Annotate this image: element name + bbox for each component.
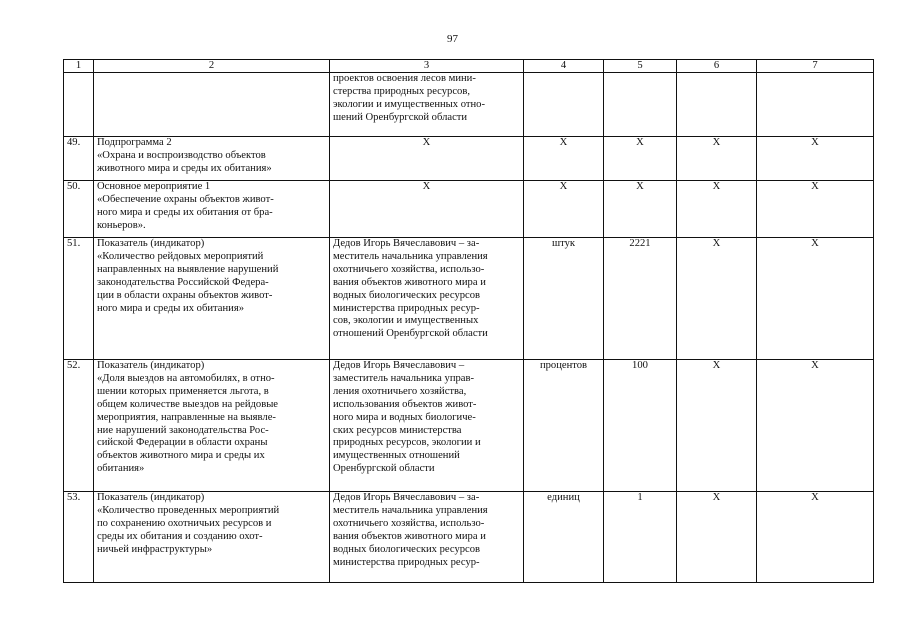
responsible-person: проектов освоения лесов мини- стерства природных ресурсов, экологии и имущественных отно- шений Оренбургской области xyxy=(330,73,524,137)
responsible-person: Дедов Игорь Вячеславович – за- меститель начальника управления охотничьего хозяйства, использо- вания объектов животного мира и водных биологических ресурсов министерства природных ресур- xyxy=(330,492,524,583)
unit-cell xyxy=(524,73,604,137)
value-cell-6 xyxy=(677,73,757,137)
indicator-name: Основное мероприятие 1 «Обеспечение охраны объектов живот- ного мира и среды их обитания от бра- коньеров». xyxy=(94,181,330,238)
indicator-name: Подпрограмма 2 «Охрана и воспроизводство объектов животного мира и среды их обитания» xyxy=(94,137,330,181)
page-number: 97 xyxy=(447,33,458,45)
unit-cell: штук xyxy=(524,238,604,360)
value-cell-7 xyxy=(757,73,874,137)
value-cell-5: X xyxy=(604,137,677,181)
table-row xyxy=(64,137,874,181)
indicator-table xyxy=(63,59,874,583)
value-cell-5: 2221 xyxy=(604,238,677,360)
column-header: 4 xyxy=(524,60,604,73)
unit-cell: процентов xyxy=(524,360,604,492)
responsible-person: Дедов Игорь Вячеславович – заместитель начальника управ- ления охотничьего хозяйства, использования объектов живот- ного мира и водных биологиче- ских ресурсов министерства природных ресурсов, экологии и имущественных отношений Оренбургской области xyxy=(330,360,524,492)
value-cell-5: X xyxy=(604,181,677,238)
row-number: 53. xyxy=(64,492,94,583)
value-cell-6: X xyxy=(677,181,757,238)
column-header: 3 xyxy=(330,60,524,73)
column-header: 6 xyxy=(677,60,757,73)
responsible-person: X xyxy=(330,181,524,238)
column-header: 7 xyxy=(757,60,874,73)
value-cell-5: 1 xyxy=(604,492,677,583)
column-header: 5 xyxy=(604,60,677,73)
value-cell-7: X xyxy=(757,492,874,583)
row-number xyxy=(64,73,94,137)
row-number: 51. xyxy=(64,238,94,360)
unit-cell: единиц xyxy=(524,492,604,583)
value-cell-5 xyxy=(604,73,677,137)
value-cell-6: X xyxy=(677,360,757,492)
column-header: 1 xyxy=(64,60,94,73)
value-cell-6: X xyxy=(677,238,757,360)
table-row xyxy=(64,181,874,238)
unit-cell: X xyxy=(524,137,604,181)
value-cell-7: X xyxy=(757,137,874,181)
indicator-name: Показатель (индикатор) «Количество проведенных мероприятий по сохранению охотничьих ресурсов и среды их обитания и созданию охот- ничьей инфраструктуры» xyxy=(94,492,330,583)
row-number: 52. xyxy=(64,360,94,492)
column-header: 2 xyxy=(94,60,330,73)
responsible-person: X xyxy=(330,137,524,181)
responsible-person: Дедов Игорь Вячеславович – за- меститель начальника управления охотничьего хозяйства, использо- вания объектов животного мира и водных биологических ресурсов министерства природных ресур- сов, экологии и имущественных отношений Оренбургской области xyxy=(330,238,524,360)
value-cell-5: 100 xyxy=(604,360,677,492)
indicator-name: Показатель (индикатор) «Доля выездов на автомобилях, в отно- шении которых применяется льгота, в общем количестве выездов на рейдовые мероприятия, направленные на выявле- ние нарушений законодательства Рос- сийской Федерации в области охраны объектов животного мира и среды их обитания» xyxy=(94,360,330,492)
table-row xyxy=(64,492,874,583)
table-row xyxy=(64,73,874,137)
value-cell-6: X xyxy=(677,492,757,583)
value-cell-7: X xyxy=(757,181,874,238)
indicator-name xyxy=(94,73,330,137)
value-cell-7: X xyxy=(757,360,874,492)
row-number: 49. xyxy=(64,137,94,181)
value-cell-6: X xyxy=(677,137,757,181)
indicator-name: Показатель (индикатор) «Количество рейдовых мероприятий направленных на выявление нарушений законодательства Российской Федера- ции в области охраны объектов живот- ного мира и среды их обитания» xyxy=(94,238,330,360)
header-row xyxy=(64,60,874,73)
row-number: 50. xyxy=(64,181,94,238)
unit-cell: X xyxy=(524,181,604,238)
table-row xyxy=(64,238,874,360)
table-row xyxy=(64,360,874,492)
value-cell-7: X xyxy=(757,238,874,360)
